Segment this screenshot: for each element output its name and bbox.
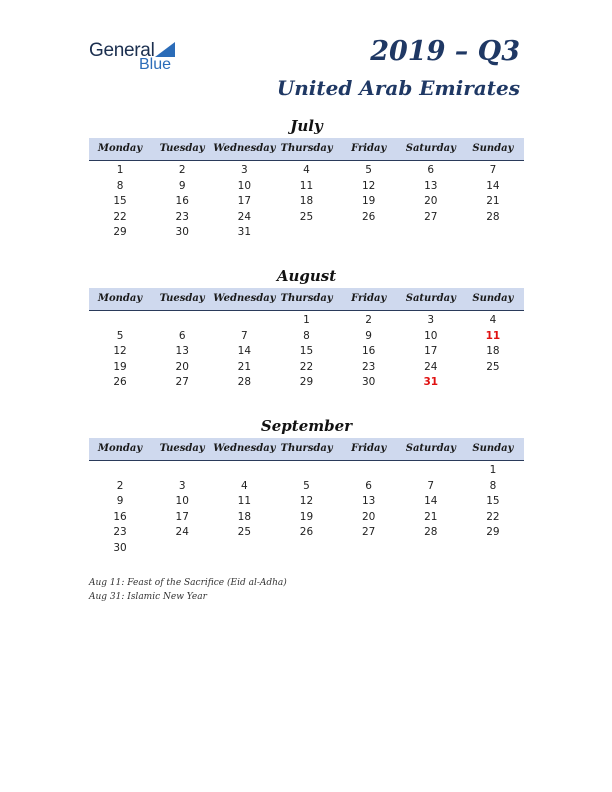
empty-day-cell [89, 313, 151, 329]
day-cell: 20 [175, 360, 189, 373]
holiday-note: Aug 31: Islamic New Year [89, 592, 207, 602]
weekday-monday: Monday [97, 443, 143, 454]
day-cell: 15 [113, 195, 127, 207]
day-cell: 30 [175, 226, 189, 238]
weekday-header [89, 288, 524, 311]
day-cell: 27 [424, 210, 438, 223]
day-cell: 23 [113, 526, 127, 538]
empty-day-cell [338, 463, 400, 479]
day-cell: 2 [365, 314, 372, 326]
day-cell: 24 [175, 526, 189, 538]
day-cell: 20 [424, 195, 438, 207]
day-cell: 21 [424, 510, 438, 523]
weekday-friday: Friday [351, 443, 387, 454]
day-cell: 21 [237, 360, 252, 373]
weekday-saturday: Saturday [405, 143, 456, 154]
weekday-sunday: Sunday [472, 443, 514, 454]
day-cell: 25 [299, 210, 314, 223]
month-title: August [276, 267, 337, 285]
weekday-tuesday: Tuesday [159, 143, 205, 154]
day-cell: 6 [178, 329, 186, 342]
weekday-sunday: Sunday [472, 143, 514, 154]
month-block-august [89, 266, 524, 391]
day-cell: 10 [237, 179, 252, 192]
day-cell: 11 [237, 495, 252, 507]
day-cell: 28 [237, 376, 252, 388]
day-cell: 9 [178, 179, 186, 192]
day-cell: 13 [424, 179, 438, 192]
day-cell: 19 [299, 510, 314, 523]
day-cell: 29 [299, 376, 314, 388]
day-cell: 18 [299, 195, 314, 207]
holiday-day-cell: 31 [423, 376, 439, 388]
empty-day-cell [213, 313, 275, 329]
weekday-wednesday: Wednesday [213, 143, 276, 154]
day-cell: 4 [241, 479, 248, 492]
weekday-sunday: Sunday [472, 293, 514, 304]
weekday-monday: Monday [97, 143, 143, 154]
day-cell: 6 [365, 479, 372, 492]
empty-day-cell [213, 463, 275, 479]
holiday-note: Aug 11: Feast of the Sacrifice (Eid al-Adha) [89, 578, 287, 588]
day-cell: 5 [116, 329, 124, 342]
month-block-september [89, 416, 524, 556]
day-grid [89, 463, 524, 556]
day-cell: 16 [113, 510, 127, 523]
day-cell: 10 [175, 495, 189, 507]
day-cell: 5 [303, 479, 310, 492]
day-cell: 22 [113, 210, 127, 223]
weekday-tuesday: Tuesday [159, 293, 205, 304]
day-cell: 3 [241, 164, 248, 176]
day-cell: 12 [299, 495, 314, 507]
day-cell: 23 [361, 360, 376, 373]
weekday-thursday: Thursday [280, 443, 333, 454]
day-cell: 23 [175, 210, 189, 223]
day-cell: 27 [175, 376, 189, 388]
weekday-saturday: Saturday [405, 443, 456, 454]
day-cell: 3 [178, 479, 186, 492]
logo-flag-icon [155, 42, 175, 57]
day-cell: 8 [489, 479, 497, 492]
empty-day-cell [151, 463, 213, 479]
day-cell: 25 [486, 360, 500, 373]
day-cell: 17 [175, 510, 189, 523]
logo-text-blue: Blue [139, 56, 172, 73]
day-cell: 4 [489, 314, 497, 326]
weekday-tuesday: Tuesday [159, 443, 205, 454]
day-cell: 26 [113, 376, 127, 388]
logo-text-general: General [89, 40, 155, 61]
day-cell: 30 [361, 376, 376, 388]
weekday-thursday: Thursday [280, 143, 333, 154]
day-cell: 7 [489, 164, 497, 176]
day-cell: 28 [486, 210, 500, 223]
day-grid [89, 163, 524, 241]
day-cell: 2 [178, 164, 186, 176]
day-cell: 11 [299, 179, 314, 192]
day-cell: 15 [299, 345, 314, 357]
day-cell: 27 [361, 526, 376, 538]
day-cell: 10 [424, 329, 438, 342]
day-cell: 22 [299, 360, 314, 373]
company-logo [89, 40, 189, 76]
day-cell: 18 [237, 510, 252, 523]
weekday-friday: Friday [351, 143, 387, 154]
day-cell: 5 [365, 164, 372, 176]
month-title: July [290, 117, 323, 135]
day-cell: 16 [175, 195, 189, 207]
day-cell: 9 [365, 329, 372, 342]
day-cell: 29 [486, 526, 500, 538]
day-cell: 18 [486, 345, 500, 357]
day-cell: 17 [237, 195, 252, 207]
day-cell: 25 [237, 526, 252, 538]
day-cell: 8 [303, 329, 310, 342]
page-title: 2019 – Q3 [370, 36, 520, 67]
day-cell: 6 [427, 164, 435, 176]
day-cell: 31 [237, 226, 252, 238]
day-cell: 17 [424, 345, 438, 357]
day-cell: 9 [116, 495, 124, 507]
day-cell: 24 [424, 360, 438, 373]
day-cell: 13 [175, 345, 189, 357]
day-cell: 22 [486, 510, 500, 523]
day-cell: 1 [303, 314, 310, 326]
day-grid [89, 313, 524, 391]
day-cell: 19 [113, 360, 127, 373]
holiday-day-cell: 11 [485, 329, 501, 342]
day-cell: 2 [116, 479, 124, 492]
weekday-friday: Friday [351, 293, 387, 304]
day-cell: 12 [361, 179, 376, 192]
day-cell: 3 [427, 314, 435, 326]
weekday-saturday: Saturday [405, 293, 456, 304]
empty-day-cell [89, 463, 151, 479]
day-cell: 28 [424, 526, 438, 538]
month-title: September [260, 417, 353, 435]
country-subtitle: United Arab Emirates [276, 76, 520, 100]
day-cell: 1 [116, 164, 124, 176]
day-cell: 8 [116, 179, 124, 192]
day-cell: 16 [361, 345, 376, 357]
weekday-monday: Monday [97, 293, 143, 304]
weekday-thursday: Thursday [280, 293, 333, 304]
holiday-notes [89, 576, 287, 604]
day-cell: 20 [361, 510, 376, 523]
day-cell: 15 [486, 495, 500, 507]
day-cell: 1 [489, 464, 497, 476]
day-cell: 24 [237, 210, 252, 223]
day-cell: 26 [299, 526, 314, 538]
day-cell: 4 [303, 164, 310, 176]
empty-day-cell [275, 463, 337, 479]
day-cell: 29 [113, 226, 127, 238]
day-cell: 26 [361, 210, 376, 223]
day-cell: 7 [427, 479, 435, 492]
day-cell: 14 [486, 179, 500, 192]
weekday-wednesday: Wednesday [213, 443, 276, 454]
weekday-header [89, 138, 524, 161]
day-cell: 19 [361, 195, 376, 207]
weekday-wednesday: Wednesday [213, 293, 276, 304]
month-block-july [89, 116, 524, 241]
empty-day-cell [400, 463, 462, 479]
day-cell: 30 [113, 541, 127, 554]
day-cell: 13 [361, 495, 376, 507]
day-cell: 14 [237, 345, 252, 357]
day-cell: 12 [113, 345, 127, 357]
day-cell: 14 [424, 495, 438, 507]
weekday-header [89, 438, 524, 461]
day-cell: 7 [241, 329, 248, 342]
empty-day-cell [151, 313, 213, 329]
day-cell: 21 [486, 195, 500, 207]
